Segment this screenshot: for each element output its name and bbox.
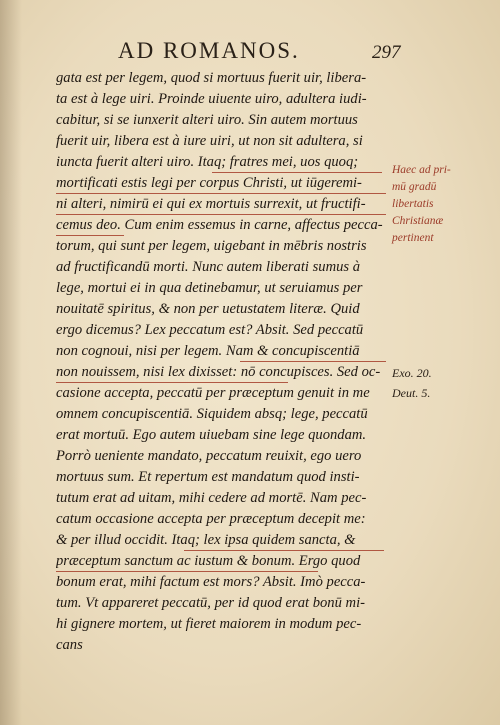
text-line: casione accepta, peccatū per præceptum genuit in me	[56, 385, 370, 401]
text-line: torum, qui sunt per legem, uigebant in mēbris nostris	[56, 238, 367, 254]
text-line: mortificati estis legi per corpus Christi, ut iūgeremi-	[56, 175, 362, 191]
red-underline	[56, 193, 386, 194]
page-number: 297	[372, 42, 401, 63]
text-line: iuncta fuerit alteri uiro. Itaq; fratres mei, uos quoq;	[56, 154, 359, 170]
red-underline	[184, 550, 384, 551]
text-line: mortuus sum. Et repertum est mandatum quod insti-	[56, 469, 360, 485]
margin-note-line: Haec ad pri-	[392, 164, 451, 176]
running-head: AD ROMANOS.	[118, 38, 300, 63]
text-line: cabitur, si se iunxerit alteri uiro. Sin autem mortuus	[56, 112, 358, 128]
text-line: bonum erat, mihi factum est mors? Absit. Imò pecca-	[56, 574, 366, 590]
margin-note-line: libertatis	[392, 198, 434, 210]
text-line: Porrò ueniente mandato, peccatum reuixit, ego uero	[56, 448, 362, 464]
text-line: omnem concupiscentiā. Siquidem absq; lege, peccatū	[56, 406, 368, 422]
text-line: non cognoui, nisi per legem. Nam & concupiscentiā	[56, 343, 360, 359]
text-line: catum occasione accepta per præceptum decepit me:	[56, 511, 366, 527]
text-line: hi gignere mortem, ut fieret maiorem in modum pec-	[56, 616, 362, 632]
text-line: cemus deo. Cum enim essemus in carne, affectus pecca-	[56, 217, 383, 233]
text-line: lege, mortui ei in qua detinebamur, ut seruiamus per	[56, 280, 363, 296]
margin-reference: Exo. 20.	[392, 366, 432, 380]
margin-reference: Deut. 5.	[392, 386, 431, 400]
margin-note-line: mū gradū	[392, 181, 437, 193]
text-line: ta est à lege uiri. Proinde uiuente uiro, adultera iudi-	[56, 91, 367, 107]
gutter-shadow	[0, 0, 22, 725]
text-line: præceptum sanctum ac iustum & bonum. Ergo quod	[56, 553, 361, 569]
red-underline	[56, 214, 386, 215]
red-underline	[212, 172, 382, 173]
red-underline	[56, 571, 318, 572]
text-line: tum. Vt appareret peccatū, per id quod erat bonū mi-	[56, 595, 365, 611]
margin-note-line: Christianæ	[392, 215, 444, 227]
red-underline	[240, 361, 386, 362]
text-line: nouitatē spiritus, & non per uetustatem literæ. Quid	[56, 301, 360, 317]
text-line: non nouissem, nisi lex dixisset: nō concupisces. Sed oc-	[56, 364, 381, 380]
red-underline	[56, 382, 288, 383]
text-line: cans	[56, 637, 83, 653]
text-line: tutum erat ad uitam, mihi cedere ad mortē. Nam pec-	[56, 490, 367, 506]
text-line: ergo dicemus? Lex peccatum est? Absit. Sed peccatū	[56, 322, 364, 338]
red-underline	[56, 235, 124, 236]
text-line: ni alteri, nimirū ei qui ex mortuis surrexit, ut fructifi-	[56, 196, 366, 212]
text-line: & per illud occidit. Itaq; lex ipsa quidem sancta, &	[56, 532, 356, 548]
text-line: fuerit uir, libera est à iure uiri, ut non sit adultera, si	[56, 133, 363, 149]
text-line: ad fructificandū morti. Nunc autem liberati sumus à	[56, 259, 361, 275]
margin-note-line: pertinent	[392, 232, 434, 244]
margin-note	[392, 162, 498, 247]
text-line: erat mortuū. Ego autem uiuebam sine lege quondam.	[56, 427, 367, 443]
text-line: gata est per legem, quod si mortuus fuerit uir, libera-	[56, 70, 367, 86]
